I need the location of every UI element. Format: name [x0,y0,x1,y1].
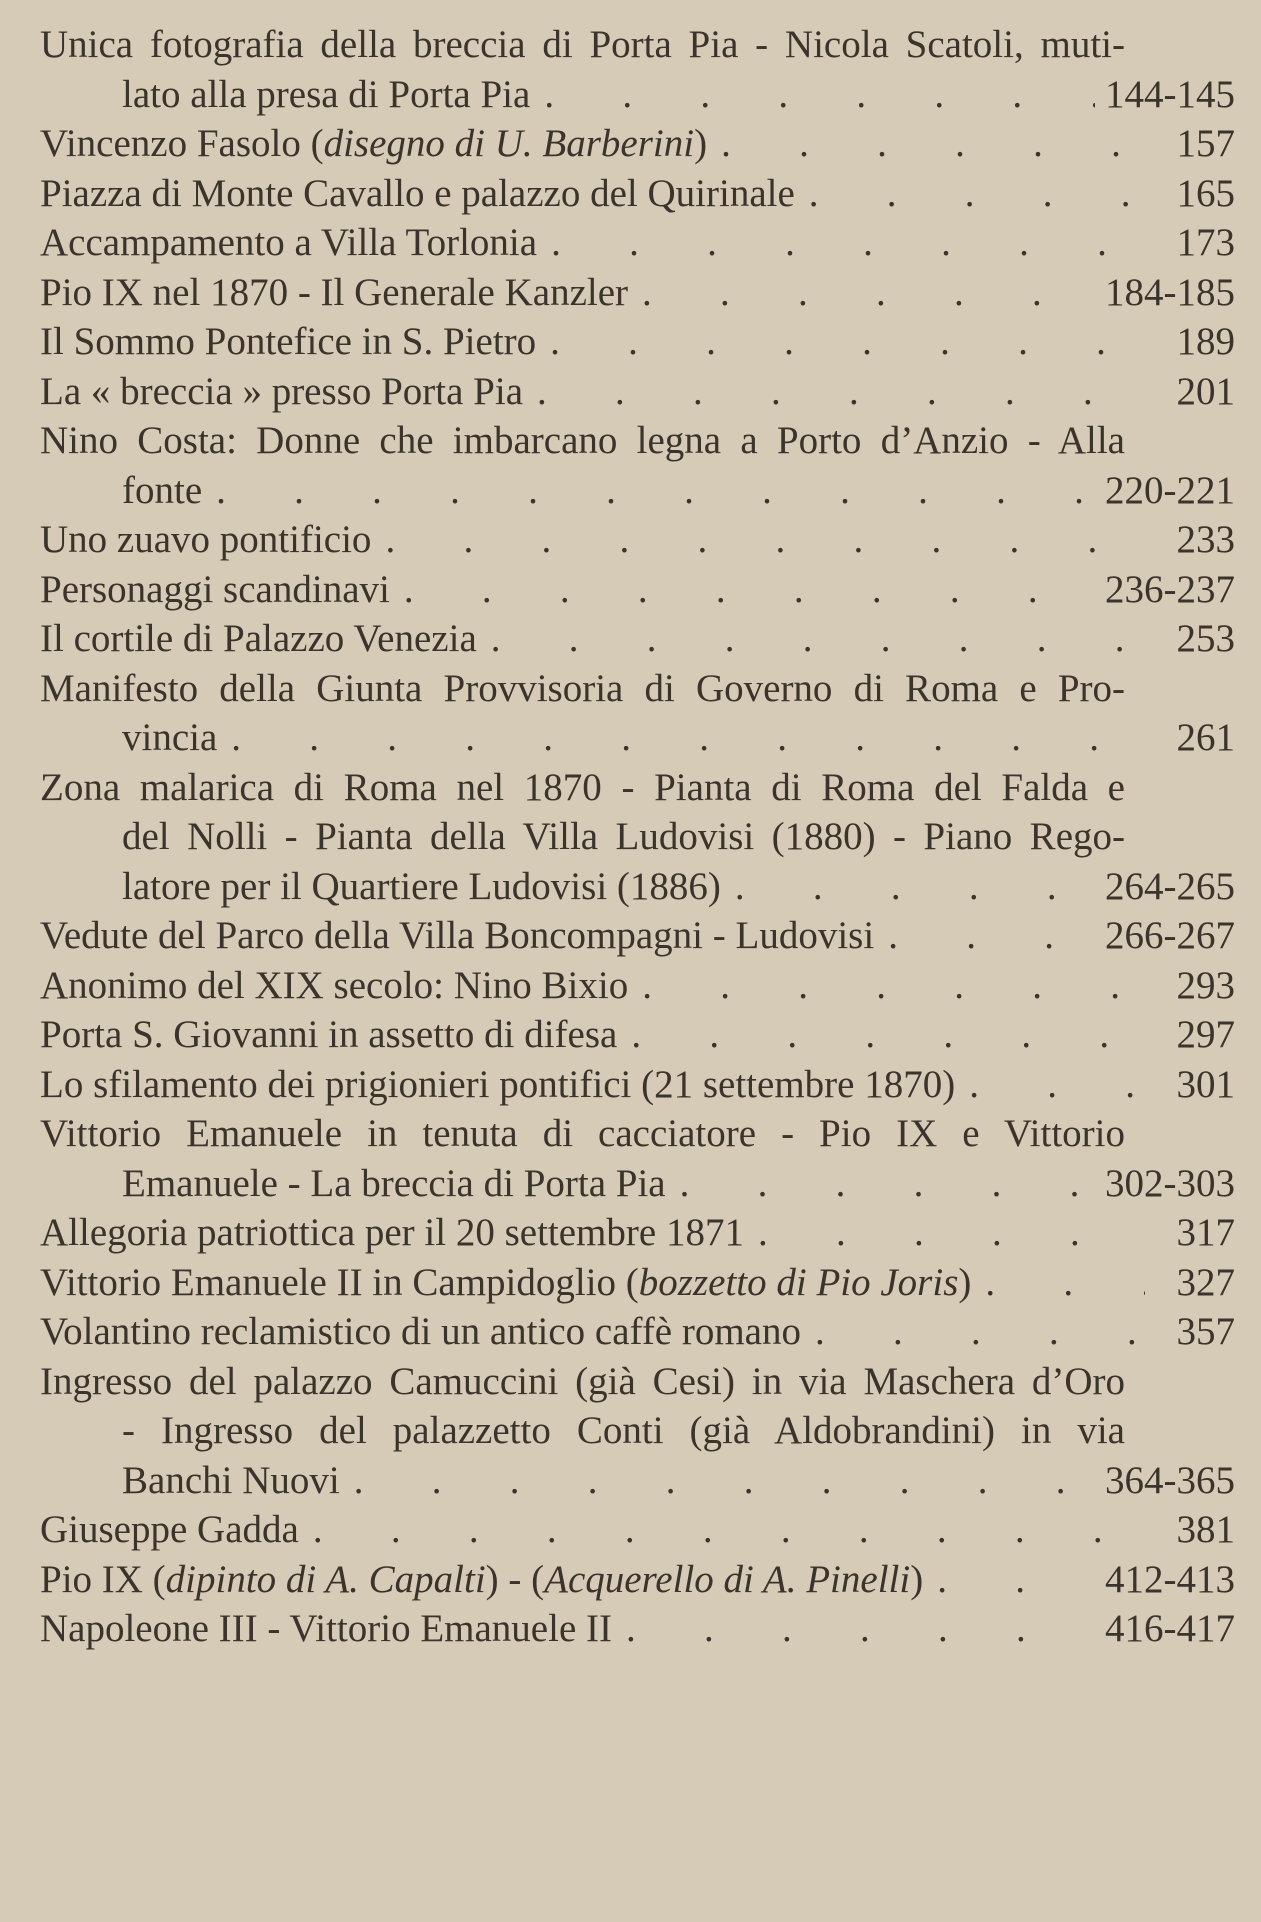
page-number: 253 [1176,617,1235,660]
entry-title: Il Sommo Pontefice in S. Pietro [40,320,537,363]
entry-line [40,218,1235,268]
index-entry [40,515,1235,565]
entry-title: del Nolli - Pianta della Villa Ludovisi (1880) - Piano Rego- [122,815,1125,858]
page-number: 184-185 [1105,270,1235,314]
entry-line [40,268,1235,318]
index-entry [40,119,1235,169]
index-entry [40,1208,1235,1258]
page-number: 144-145 [1105,72,1235,116]
page-number: 220-221 [1105,468,1235,512]
illustrations-index-list [40,20,1235,1654]
page-number: 416-417 [1105,1607,1235,1650]
index-entry [40,961,1235,1011]
index-entry [40,565,1235,615]
page-number: 165 [1176,171,1235,215]
entry-title: Giuseppe Gadda [40,1508,299,1551]
entry-title: Vincenzo Fasolo (disegno di U. Barberini) [40,122,708,165]
index-entry [40,763,1235,912]
dot-leader [955,1060,1145,1110]
index-entry [40,218,1235,268]
dot-leader [477,614,1145,664]
entry-line [40,1604,1235,1654]
index-entry [40,1060,1235,1110]
entry-title: Il cortile di Palazzo Venezia [40,617,477,660]
entry-line [40,416,1235,466]
entry-title: fonte [122,468,203,512]
dot-leader [971,1258,1145,1308]
dot-leader [721,862,1095,912]
dot-leader [707,119,1145,169]
entry-line [40,1060,1235,1110]
page-number: 301 [1176,1062,1235,1106]
dot-leader [923,1555,1095,1605]
entry-title: Vedute del Parco della Villa Boncompagni - Ludovisi [40,914,875,957]
page-number: 381 [1176,1508,1235,1551]
page-number: 357 [1176,1310,1235,1353]
entry-title: latore per il Quartiere Ludovisi (1886) [122,864,721,908]
page-number: 261 [1176,716,1235,759]
entry-line [40,1010,1235,1060]
entry-title: Vittorio Emanuele in tenuta di cacciatore - Pio IX e Vittorio [40,1112,1125,1155]
entry-title: Accampamento a Villa Torlonia [40,221,538,264]
entry-line [40,763,1235,813]
entry-title: Allegoria patriottica per il 20 settembre 1871 [40,1211,744,1254]
entry-line [40,1307,1235,1357]
index-entry [40,911,1235,961]
dot-leader [744,1208,1145,1258]
entry-title: Anonimo del XIX secolo: Nino Bixio [40,963,629,1007]
index-entry [40,1505,1235,1555]
entry-line [40,367,1235,417]
index-entry [40,1357,1235,1506]
page-number: 412-413 [1105,1557,1235,1601]
index-entry [40,1258,1235,1308]
entry-title: Emanuele - La breccia di Porta Pia [122,1161,666,1205]
index-entry [40,317,1235,367]
page-number: 266-267 [1105,914,1235,957]
index-entry [40,664,1235,763]
dot-leader [390,565,1095,615]
index-entry [40,367,1235,417]
entry-line [40,1456,1235,1506]
entry-line [40,119,1235,169]
index-entry [40,1307,1235,1357]
dot-leader [666,1159,1095,1209]
page-number: 233 [1176,518,1235,561]
dot-leader [530,70,1095,120]
entry-title: Porta S. Giovanni in assetto di difesa [40,1013,618,1056]
dot-leader [217,713,1145,763]
dot-leader [299,1505,1145,1555]
page-number: 236-237 [1105,567,1235,611]
entry-line [40,664,1235,714]
dot-leader [628,268,1095,318]
entry-line [40,961,1235,1011]
entry-title: Lo sfilamento dei prigionieri pontifici (21 settembre 1870) [40,1062,956,1106]
entry-line [40,713,1235,763]
entry-line [40,1406,1235,1456]
entry-line [40,911,1235,961]
entry-title: Volantino reclamistico di un antico caffè romano [40,1310,801,1353]
entry-line [40,1357,1235,1407]
entry-line [40,1258,1235,1308]
entry-line [40,1505,1235,1555]
entry-line [40,317,1235,367]
entry-line [40,862,1235,912]
dot-leader [202,466,1095,516]
entry-title: vincia [122,716,218,759]
entry-line [40,1109,1235,1159]
page-number: 189 [1176,320,1235,363]
entry-title: Nino Costa: Donne che imbarcano legna a Porto d’Anzio - Alla [40,419,1125,462]
page-number: 302-303 [1105,1161,1235,1205]
page-number: 264-265 [1105,864,1235,908]
entry-line [40,614,1235,664]
entry-title: Manifesto della Giunta Provvisoria di Governo di Roma e Pro- [40,666,1125,710]
dot-leader [537,218,1145,268]
index-entry [40,1555,1235,1605]
entry-title: - Ingresso del palazzetto Conti (già Aldobrandini) in via [122,1409,1125,1452]
entry-title: Napoleone III - Vittorio Emanuele II [40,1607,612,1650]
entry-title: Unica fotografia della breccia di Porta Pia - Nicola Scatoli, muti- [40,23,1125,66]
entry-title: Piazza di Monte Cavallo e palazzo del Quirinale [40,171,795,215]
page-number: 173 [1176,221,1235,264]
page-number: 293 [1176,963,1235,1007]
index-entry [40,169,1235,219]
entry-title: Pio IX (dipinto di A. Capalti) - (Acquerello di A. Pinelli) [40,1557,924,1601]
entry-line [40,466,1235,516]
entry-title: Pio IX nel 1870 - Il Generale Kanzler [40,270,629,314]
index-entry [40,614,1235,664]
dot-leader [874,911,1095,961]
entry-line [40,70,1235,120]
dot-leader [536,317,1145,367]
entry-title: Vittorio Emanuele II in Campidoglio (bozzetto di Pio Joris) [40,1260,972,1304]
page-number: 364-365 [1105,1458,1235,1502]
entry-line [40,1208,1235,1258]
entry-line [40,515,1235,565]
index-entry [40,1109,1235,1208]
entry-line [40,20,1235,70]
entry-title: Personaggi scandinavi [40,567,390,611]
entry-title: La « breccia » presso Porta Pia [40,369,524,413]
entry-title: Banchi Nuovi [122,1458,340,1502]
entry-title: lato alla presa di Porta Pia [122,72,531,116]
dot-leader [340,1456,1095,1506]
entry-line [40,169,1235,219]
entry-title: Ingresso del palazzo Camuccini (già Cesi) in via Maschera d’Oro [40,1359,1125,1403]
dot-leader [523,367,1145,417]
index-entry [40,1604,1235,1654]
page-number: 317 [1176,1211,1235,1254]
entry-line [40,812,1235,862]
page-number: 201 [1176,369,1235,413]
dot-leader [612,1604,1095,1654]
entry-line [40,1159,1235,1209]
page-number: 157 [1176,122,1235,165]
index-entry [40,268,1235,318]
dot-leader [628,961,1145,1011]
entry-title: Uno zuavo pontificio [40,518,372,561]
entry-line [40,1555,1235,1605]
entry-line [40,565,1235,615]
dot-leader [371,515,1145,565]
dot-leader [795,169,1145,219]
page-number: 297 [1176,1013,1235,1056]
index-entry [40,1010,1235,1060]
index-entry [40,20,1235,119]
dot-leader [801,1307,1145,1357]
entry-title: Zona malarica di Roma nel 1870 - Pianta di Roma del Falda e [40,765,1125,809]
index-entry [40,416,1235,515]
page-number: 327 [1176,1260,1235,1304]
dot-leader [617,1010,1145,1060]
